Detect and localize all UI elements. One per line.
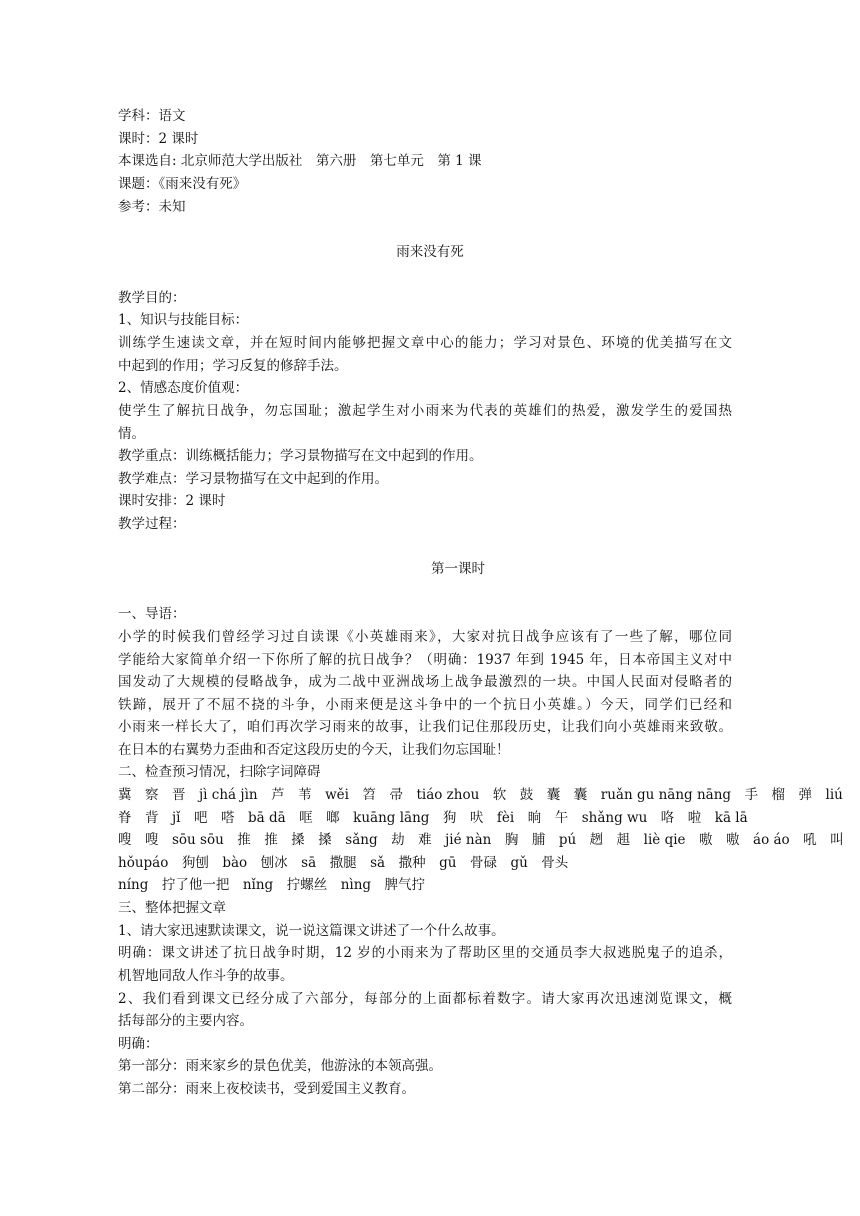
source-line: 本课选自: 北京师范大学出版社 第六册 第七单元 第 1 课 [118,153,482,169]
hours-line: 课时：2 课时 [118,131,199,147]
intro-text: 小学的时候我们曾经学习过自读课《小英雄雨来》，大家对抗日战争应该有了一些了解，哪位同 [118,629,732,645]
topic-line: 课题：《雨来没有死》 [118,176,247,192]
intro-text: 小雨来一样长大了，咱们再次学习雨来的故事，让我们记住那段历史，让我们向小英雄雨来致敬。 [118,719,732,735]
goals-heading: 教学目的： [118,290,186,306]
clarify-label: 明确： [118,1036,159,1052]
subject-line: 学科：语文 [118,108,186,124]
part-2: 第二部分：雨来上夜校读书，受到爱国主义教育。 [118,1081,415,1097]
intro-heading: 一、导语： [118,606,186,622]
vocab-line: hǒupáo 狗刨 bào 刨冰 sā 撒腿 sǎ 撒种 gū 骨碌 gǔ 骨头 [118,855,569,871]
difficulty: 教学难点：学习景物描写在文中起到的作用。 [118,471,388,487]
schedule: 课时安排：2 课时 [118,493,226,509]
question-1: 1、请大家迅速默读课文，说一说这篇课文讲述了一个什么故事。 [118,923,505,939]
intro-text: 铁蹄，展开了不屈不挠的斗争，小雨来便是这斗争中的一个抗日小英雄。）今天，同学们已经和 [118,697,732,713]
answer-1: 机智地同敌人作斗争的故事。 [118,968,294,984]
emotion-text: 使学生了解抗日战争，勿忘国耻；激起学生对小雨来为代表的英雄们的热爱，激发学生的爱国热 [118,403,732,419]
key-point: 教学重点：训练概括能力；学习景物描写在文中起到的作用。 [118,448,483,464]
knowledge-heading: 1、知识与技能目标： [118,312,249,328]
vocab-line: níng 拧了他一把 nǐng 拧螺丝 nìng 脾气拧 [118,877,426,893]
knowledge-text: 训练学生速读文章，并在短时间内能够把握文章中心的能力；学习对景色、环境的优美描写在文 [118,335,732,351]
reference-line: 参考：未知 [118,199,186,215]
question-2: 括每部分的主要内容。 [118,1013,253,1029]
emotion-heading: 2、情感态度价值观： [118,380,249,396]
knowledge-text: 中起到的作用；学习反复的修辞手法。 [118,358,348,374]
vocab-line: 冀 察 晋 jì chá jìn 芦 苇 wěi 笤 帚 tiáo zhou 软 鼓 囊 囊 ruǎn gu nāng nāng 手 榴 弹 liú [118,787,843,803]
vocab-line: 脊 背 jǐ 吧 嗒 bā dā 哐 啷 kuāng lāng 狗 吠 fèi 晌 午 shǎng wu 咯 啦 kā lā [118,810,748,826]
vocab-line: 嗖 嗖 sōu sōu 推 推 搡 搡 sǎng 劫 难 jié nàn 胸 脯 pú 趔 趄 liè qie 嗷 嗷 áo áo 吼 叫 [118,832,844,848]
document-title: 雨来没有死 [396,244,464,260]
question-2: 2、我们看到课文已经分成了六部分，每部分的上面都标着数字。请大家再次迅速浏览课文，概 [118,991,732,1007]
lesson-title: 第一课时 [431,561,485,577]
answer-1: 明确：课文讲述了抗日战争时期，12 岁的小雨来为了帮助区里的交通员李大叔逃脱鬼子的追杀， [118,945,732,961]
intro-text: 国发动了大规模的侵略战争，成为二战中亚洲战场上战争最激烈的一块。中国人民面对侵略者的 [118,674,732,690]
preview-heading: 二、检查预习情况，扫除字词障碍 [118,764,321,780]
overall-heading: 三、整体把握文章 [118,900,226,916]
intro-text: 在日本的右翼势力歪曲和否定这段历史的今天，让我们勿忘国耻！ [118,742,510,758]
emotion-text: 情。 [118,426,145,442]
part-1: 第一部分：雨来家乡的景色优美，他游泳的本领高强。 [118,1058,442,1074]
process-heading: 教学过程： [118,516,186,532]
intro-text: 学能给大家简单介绍一下你所了解的抗日战争？（明确：1937 年到 1945 年，日本帝国主义对中 [118,652,732,668]
